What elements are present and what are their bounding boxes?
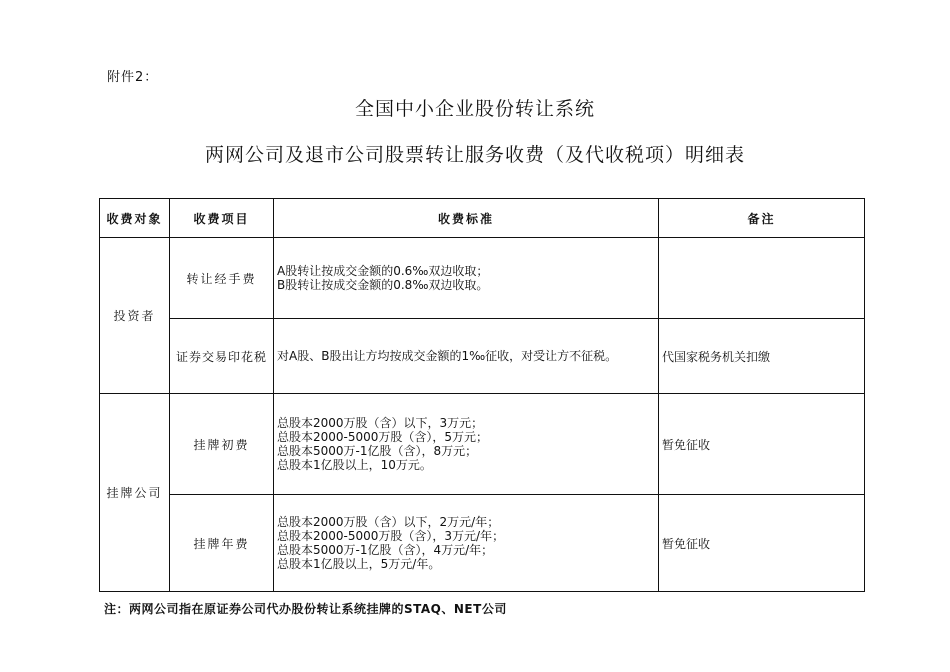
item-cell: 证券交易印花税 bbox=[170, 319, 274, 394]
header-payer: 收费对象 bbox=[100, 199, 170, 238]
note-cell: 代国家税务机关扣缴 bbox=[659, 319, 865, 394]
item-cell: 转让经手费 bbox=[170, 238, 274, 319]
standard-cell bbox=[274, 238, 659, 319]
standard-line: 总股本2000万股（含）以下，3万元； bbox=[277, 416, 484, 430]
standard-line: 总股本1亿股以上，10万元。 bbox=[277, 458, 432, 472]
table-header-row bbox=[100, 199, 865, 238]
note-cell: 暂免征收 bbox=[659, 394, 865, 495]
footnote: 注：两网公司指在原证券公司代办股份转让系统挂牌的STAQ、NET公司 bbox=[104, 602, 507, 616]
standard-line: 总股本2000万股（含）以下，2万元/年； bbox=[277, 515, 500, 529]
standard-line: 对A股、B股出让方均按成交金额的1‰征收，对受让方不征税。 bbox=[277, 349, 618, 363]
standard-line: 总股本2000-5000万股（含），3万元/年； bbox=[277, 529, 505, 543]
item-cell: 挂牌初费 bbox=[170, 394, 274, 495]
table-row bbox=[100, 319, 865, 394]
standard-cell bbox=[274, 495, 659, 592]
item-cell: 挂牌年费 bbox=[170, 495, 274, 592]
standard-cell bbox=[274, 319, 659, 394]
table-row bbox=[100, 394, 865, 495]
standard-line: A股转让按成交金额的0.6‰双边收取； bbox=[277, 264, 489, 278]
payer-investor: 投资者 bbox=[100, 238, 170, 394]
note-cell: 暂免征收 bbox=[659, 495, 865, 592]
standard-line: 总股本5000万-1亿股（含），4万元/年； bbox=[277, 543, 494, 557]
header-note: 备注 bbox=[659, 199, 865, 238]
header-item: 收费项目 bbox=[170, 199, 274, 238]
table-row bbox=[100, 495, 865, 592]
payer-listed-company: 挂牌公司 bbox=[100, 394, 170, 592]
header-standard: 收费标准 bbox=[274, 199, 659, 238]
note-cell bbox=[659, 238, 865, 319]
standard-line: 总股本1亿股以上，5万元/年。 bbox=[277, 557, 441, 571]
document-subtitle: 两网公司及退市公司股票转让服务收费（及代收税项）明细表 bbox=[204, 144, 745, 166]
standard-line: 总股本5000万-1亿股（含），8万元； bbox=[277, 444, 478, 458]
fee-table bbox=[99, 198, 865, 592]
attachment-label: 附件2： bbox=[107, 70, 159, 85]
standard-line: B股转让按成交金额的0.8‰双边收取。 bbox=[277, 278, 489, 292]
table-row bbox=[100, 238, 865, 319]
document-title: 全国中小企业股份转让系统 bbox=[354, 98, 595, 120]
standard-line: 总股本2000-5000万股（含），5万元； bbox=[277, 430, 489, 444]
standard-cell bbox=[274, 394, 659, 495]
